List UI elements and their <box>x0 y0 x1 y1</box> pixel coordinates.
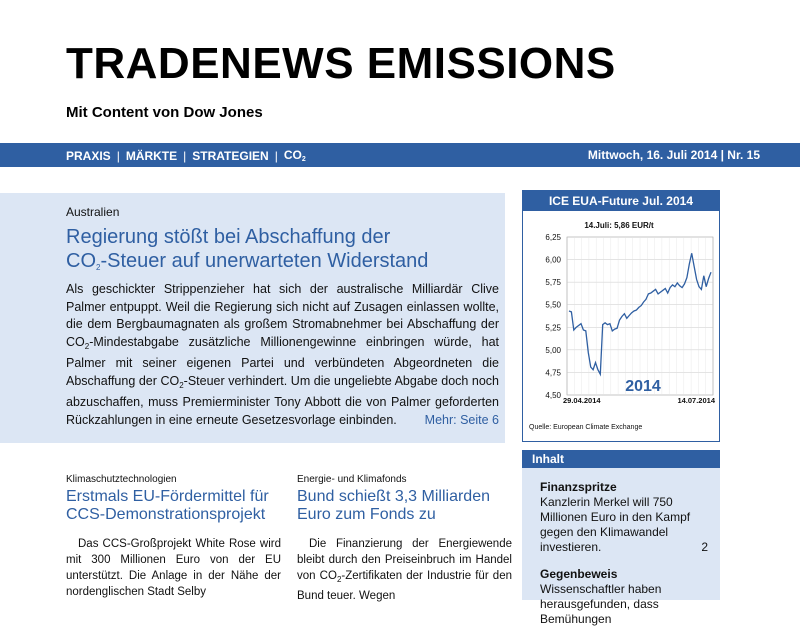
chart-grid <box>567 237 713 395</box>
chart-year-label: 2014 <box>625 378 661 395</box>
article-body-subscript: 2 <box>336 575 342 584</box>
lead-body-subscript2: 2 <box>179 380 184 390</box>
article-body-part2: -Zertifikaten der Industrie für den Bund teuer. Wegen <box>297 570 512 602</box>
contents-item-title: Finanzspritze <box>540 480 617 494</box>
article-headline[interactable]: Bund schießt 3,3 Milliarden Euro zum Fonds zu <box>297 488 490 523</box>
chart-title: ICE EUA-Future Jul. 2014 <box>523 191 719 211</box>
article-body-part1: Die Finanzierung der Energiewende bleibt durch den Preiseinbruch im Handel von CO <box>297 538 512 582</box>
article-body <box>297 536 512 604</box>
nav-item-co2-subscript: 2 <box>301 156 306 163</box>
chart-y-tick-label: 6,25 <box>545 233 561 242</box>
section-nav-bar <box>0 143 800 167</box>
article-ccs <box>66 474 281 600</box>
section-nav <box>66 148 306 163</box>
nav-item-co2-label: CO <box>283 148 302 162</box>
chart-y-tick-label: 4,50 <box>545 391 561 400</box>
issue-dateline: Mittwoch, 16. Juli 2014 | Nr. 15 <box>587 148 760 162</box>
article-fonds <box>297 474 512 604</box>
chart-y-tick-label: 5,50 <box>545 300 561 310</box>
lead-headline <box>66 225 496 280</box>
lead-body <box>66 281 499 429</box>
lead-body-subscript1: 2 <box>84 341 90 351</box>
chart-y-tick-label: 6,00 <box>545 255 561 265</box>
price-chart-box <box>522 190 720 442</box>
nav-item-maerkte[interactable]: MÄRKTE <box>125 148 178 163</box>
lead-headline-subscript: 2 <box>96 263 101 272</box>
chart-annotation: 14.Juli: 5,86 EUR/t <box>584 221 654 230</box>
chart-y-ticks <box>545 233 561 400</box>
article-headline[interactable]: Erstmals EU-Fördermittel für CCS-Demonstrationsprojekt <box>66 488 269 523</box>
lead-body-part3: -Steuer verhindert. Um die ungeliebte Abgabe doch noch abzuschaffen, muss Premierminister Tony Abbott die von Palmer geforderten Rückzahlungen in eine erneute Gesetzesvorlage einbinden. <box>66 373 500 427</box>
nav-separator: | <box>116 148 120 163</box>
lead-body-part2: -Mindestabgabe zusätzliche Millionengewinne einbringen würde, hat Palmer mit seiner eigenen Partei und verbündeten Abgeordneten die Abschaffung der CO <box>66 334 499 388</box>
nav-item-praxis[interactable]: PRAXIS <box>66 148 111 163</box>
lead-headline-line1: Regierung stößt bei Abschaffung der <box>66 226 391 248</box>
lead-body-part1: Als geschickter Strippenzieher hat sich der australische Milliardär Clive Palmer entpuppt. Weil die Regierung sich nicht auf Zusagen einlassen wollte, die dem Bergbaumagnaten als großem Stromabnehmer bei Abschaffung der CO <box>66 282 499 349</box>
chart-y-tick-label: 5,00 <box>545 345 561 355</box>
contents-item[interactable] <box>522 567 720 627</box>
lead-article <box>0 193 505 443</box>
lead-headline-co: CO <box>66 250 96 272</box>
nav-item-strategien[interactable]: STRATEGIEN <box>192 148 269 163</box>
lead-headline-line2: -Steuer auf unerwarteten Widerstand <box>100 250 429 272</box>
article-kicker: Klimaschutztechnologien <box>66 474 177 485</box>
chart-y-tick-label: 5,75 <box>545 278 561 288</box>
nav-item-co2[interactable] <box>284 148 306 163</box>
contents-item-body: Kanzlerin Merkel will 750 Millionen Euro in den Kampf gegen den Klimawandel investieren. <box>540 495 691 554</box>
contents-item-page: 2 <box>701 540 708 554</box>
chart-y-tick-label: 5,25 <box>545 323 561 333</box>
lead-kicker: Australien <box>66 205 120 219</box>
contents-item-body: Wissenschaftler haben herausgefunden, dass Bemühungen <box>540 582 662 626</box>
chart-x-tick-label: 14.07.2014 <box>677 396 715 405</box>
nav-separator: | <box>274 148 278 163</box>
chart-x-ticks <box>563 396 716 405</box>
chart-y-tick-label: 4,75 <box>545 368 561 378</box>
masthead-subtitle: Mit Content von Dow Jones <box>66 104 263 121</box>
contents-item[interactable] <box>522 480 720 555</box>
article-body: Das CCS-Großprojekt White Rose wird mit 300 Millionen Euro von der EU unterstützt. Die Anlage in der Nähe der nordenglischen Stadt Selby <box>66 538 281 598</box>
contents-item-text <box>540 495 708 555</box>
contents-title: Inhalt <box>522 450 720 468</box>
more-link[interactable]: Mehr: Seite 6 <box>424 412 499 427</box>
masthead-title: TRADENEWS EMISSIONS <box>66 39 616 88</box>
contents-item-title: Gegenbeweis <box>540 567 618 581</box>
chart-source: Quelle: European Climate Exchange <box>529 424 643 431</box>
contents-box <box>522 450 720 626</box>
article-kicker: Energie- und Klimafonds <box>297 474 407 485</box>
nav-separator: | <box>183 148 187 163</box>
chart-x-tick-label: 29.04.2014 <box>563 396 601 405</box>
price-chart <box>523 211 721 441</box>
